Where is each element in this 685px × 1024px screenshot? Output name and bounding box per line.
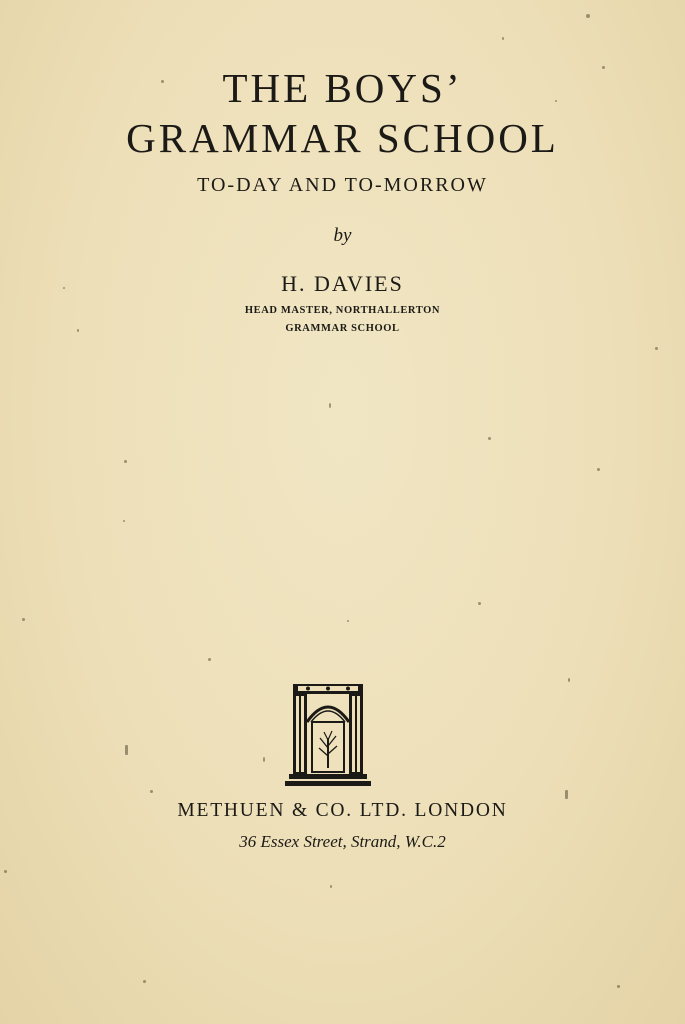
author-credential-line-2: GRAMMAR SCHOOL bbox=[285, 323, 400, 334]
paper-speck bbox=[263, 757, 265, 762]
subtitle: TO-DAY AND TO-MORROW bbox=[197, 174, 488, 196]
author-credential-line-1: HEAD MASTER, NORTHALLERTON bbox=[244, 305, 441, 316]
paper-speck bbox=[478, 602, 481, 605]
title-line-2: GRAMMAR SCHOOL bbox=[126, 115, 559, 161]
paper-speck bbox=[329, 403, 331, 408]
title-line-1: THE BOYS’ bbox=[222, 65, 463, 111]
paper-speck bbox=[22, 618, 25, 621]
paper-speck bbox=[330, 885, 332, 888]
author-name: H. DAVIES bbox=[281, 271, 404, 296]
paper-speck bbox=[597, 468, 600, 471]
paper-speck bbox=[655, 347, 658, 350]
byline: by bbox=[333, 225, 352, 246]
publisher-imprint: METHUEN & CO. LTD. LONDON bbox=[177, 800, 508, 821]
paper-speck bbox=[150, 790, 153, 793]
paper-speck bbox=[502, 37, 504, 40]
paper-speck bbox=[208, 658, 211, 661]
paper-speck bbox=[568, 678, 570, 682]
paper-speck bbox=[617, 985, 620, 988]
paper-speck bbox=[143, 980, 146, 983]
paper-speck bbox=[347, 620, 349, 622]
paper-speck bbox=[124, 460, 127, 463]
publisher-device-doorway-tree-icon bbox=[284, 682, 372, 788]
paper-speck bbox=[586, 14, 590, 18]
paper-speck bbox=[125, 745, 128, 755]
publisher-address: 36 Essex Street, Strand, W.C.2 bbox=[239, 832, 446, 851]
paper-speck bbox=[123, 520, 125, 522]
paper-speck bbox=[488, 437, 491, 440]
paper-speck bbox=[4, 870, 7, 873]
